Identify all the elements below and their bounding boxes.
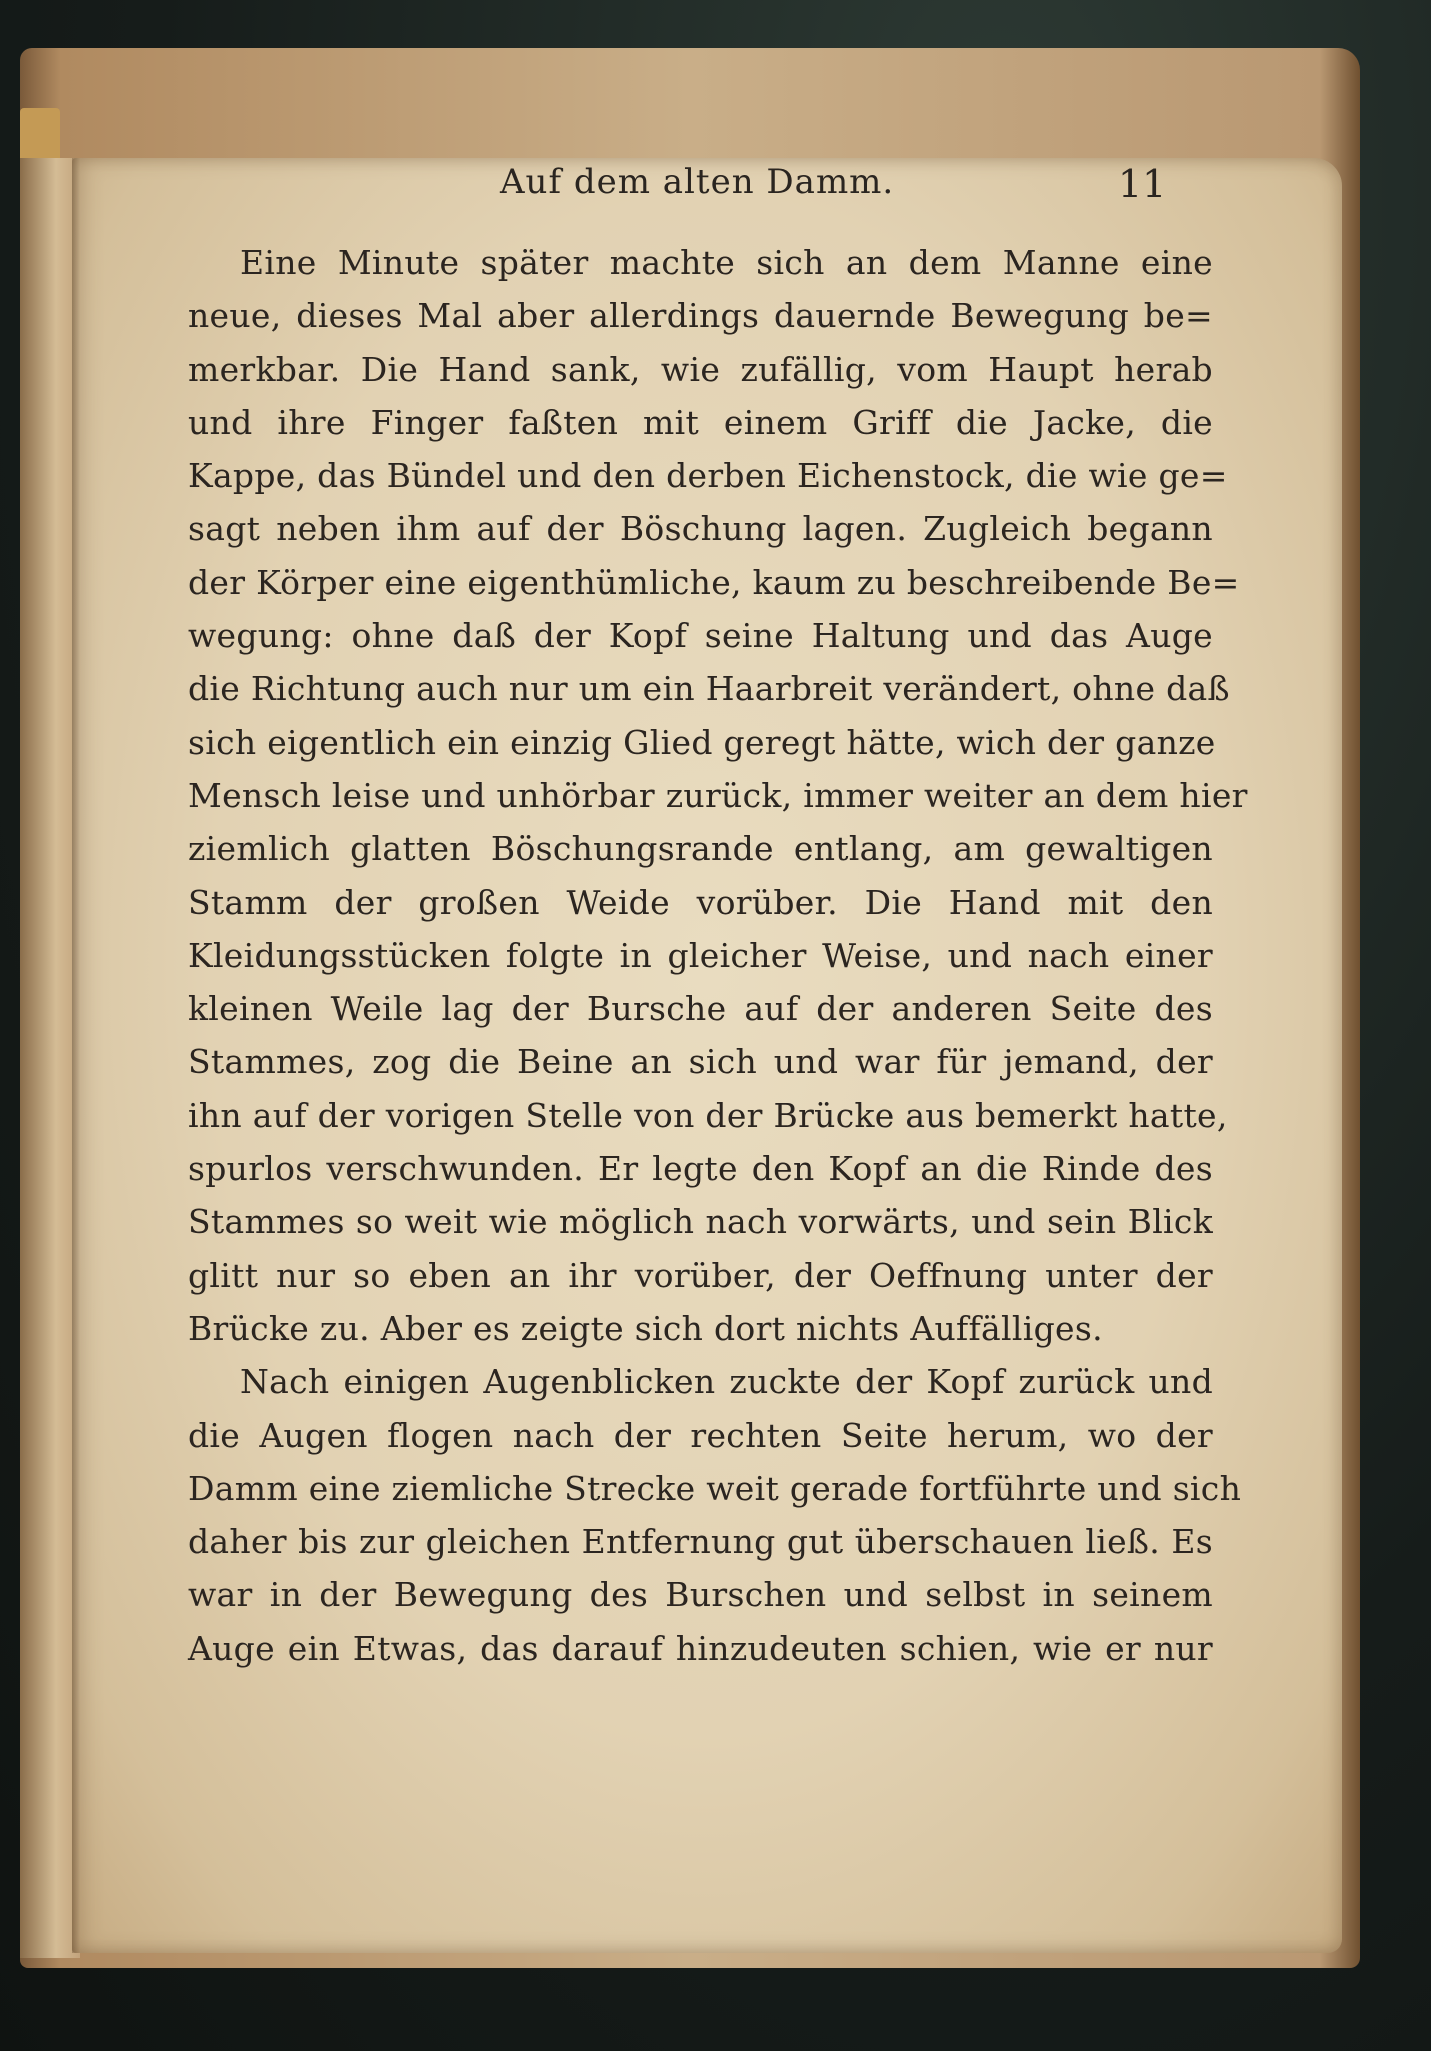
- text-line: Stamm der großen Weide vorüber. Die Hand mit den: [188, 882, 1213, 922]
- text-line: wegung: ohne daß der Kopf seine Haltung und das Auge: [188, 616, 1213, 656]
- text-line: die Richtung auch nur um ein Haarbreit verändert, ohne daß: [188, 669, 1230, 709]
- text-line: kleinen Weile lag der Bursche auf der anderen Seite des: [188, 989, 1213, 1029]
- text-line: Brücke zu. Aber es zeigte sich dort nichts Auffälliges.: [188, 1308, 1103, 1348]
- text-line: ziemlich glatten Böschungsrande entlang, am gewaltigen: [188, 829, 1213, 869]
- text-line: Eine Minute später machte sich an dem Manne eine: [240, 243, 1213, 282]
- left-page-edge: [20, 158, 80, 1958]
- text-line: und ihre Finger faßten mit einem Griff die Jacke, die: [188, 402, 1213, 442]
- text-line: Auge ein Etwas, das darauf hinzudeuten schien, wie er nur: [188, 1628, 1213, 1668]
- text-line: war in der Bewegung des Burschen und selbst in seinem: [188, 1575, 1213, 1615]
- text-line: glitt nur so eben an ihr vorüber, der Oeffnung unter der: [188, 1255, 1213, 1295]
- page-body-text: [188, 236, 1248, 1675]
- text-line: merkbar. Die Hand sank, wie zufällig, vom Haupt herab: [188, 349, 1213, 389]
- text-line: sagt neben ihm auf der Böschung lagen. Zugleich begann: [188, 509, 1213, 549]
- text-line: sich eigentlich ein einzig Glied geregt hätte, wich der ganze: [188, 722, 1216, 762]
- text-line: ihn auf der vorigen Stelle von der Brücke aus bemerkt hatte,: [188, 1095, 1228, 1135]
- text-line: Stammes so weit wie möglich nach vorwärts, und sein Blick: [188, 1202, 1213, 1242]
- page-number: 11: [1118, 162, 1167, 206]
- text-line: Kappe, das Bündel und den derben Eichenstock, die wie ge=: [188, 456, 1228, 496]
- text-line: spurlos verschwunden. Er legte den Kopf an die Rinde des: [188, 1149, 1213, 1189]
- text-line: Damm eine ziemliche Strecke weit gerade fortführte und sich: [188, 1468, 1242, 1508]
- running-header: Auf dem alten Damm.: [500, 162, 895, 202]
- text-line: Stammes, zog die Beine an sich und war für jemand, der: [188, 1042, 1213, 1082]
- gutter-shadow: [72, 158, 80, 1953]
- text-line: Kleidungsstücken folgte in gleicher Weise, und nach einer: [188, 935, 1213, 975]
- text-line: daher bis zur gleichen Entfernung gut überschauen ließ. Es: [188, 1522, 1213, 1562]
- text-line: die Augen flogen nach der rechten Seite herum, wo der: [188, 1415, 1213, 1455]
- text-line: der Körper eine eigenthümliche, kaum zu beschreibende Be=: [188, 562, 1240, 602]
- text-line: neue, dieses Mal aber allerdings dauernde Bewegung be=: [188, 296, 1213, 336]
- text-line: Nach einigen Augenblicken zuckte der Kopf zurück und: [240, 1362, 1213, 1402]
- text-line: Mensch leise und unhörbar zurück, immer weiter an dem hier: [188, 775, 1248, 815]
